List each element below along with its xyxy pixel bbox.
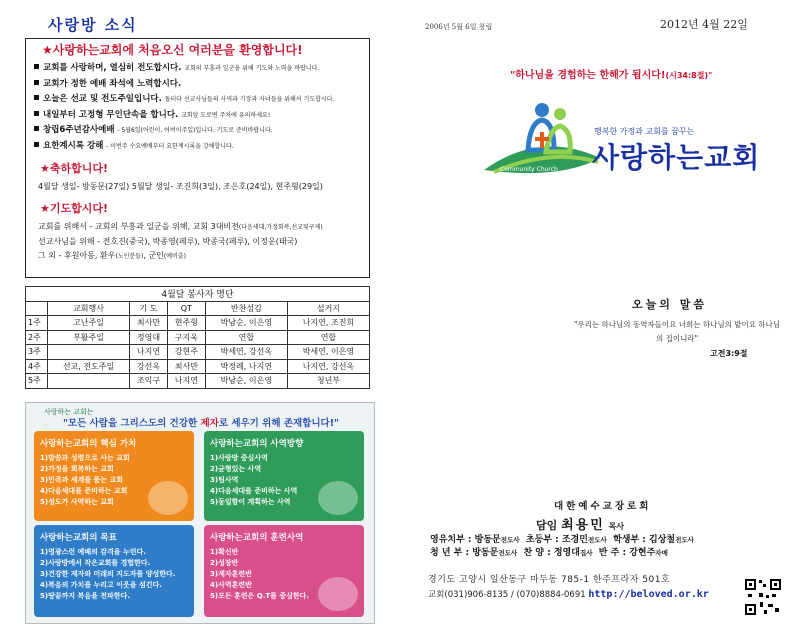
logo-community: Community Church <box>500 166 558 173</box>
training-panel: 사랑하는교회의 훈련사역 1)확신반 2)성장반 3)제자훈련반 4)사역훈련반 5)모든 훈련은 Q.T를 중심한다. <box>204 525 364 617</box>
news-item: 교회를 사랑하며, 열심히 전도합시다. 교회의 부흥과 일군을 위해 기도와 노력을 바랍니다. <box>32 61 363 77</box>
church-name: 사랑하는교회 <box>592 141 761 174</box>
star-icon: ★ <box>40 162 50 175</box>
prayer-heading: ★기도합시다! <box>40 202 109 215</box>
founded-date: 2006년 5월 6일 창립 <box>425 23 493 31</box>
scripture-reference: 고전3:9절 <box>710 349 748 358</box>
book-icon <box>318 577 358 611</box>
column-header: QT <box>167 301 205 316</box>
news-item: 오늘은 선교 및 전도주일입니다. 돌터다 선교사님들의 사역과 기장과 자녀들을 위해서 기도합시다. <box>32 92 363 108</box>
people-icon <box>318 481 358 515</box>
table-row: 1주 고난주일 최사만 현주형 박남순, 이은영 나지연, 조진희 <box>26 316 370 331</box>
table-caption: 4월달 봉사자 명단 <box>26 287 370 302</box>
birthday-line: 4월달 생일- 방동문(27일) 5월달 생일- 조진희(3일), 조은호(24일), 현주형(29일) <box>38 182 323 191</box>
bulletin-date: 2012년 4월 22일 <box>660 18 748 31</box>
table-header-row <box>26 301 370 316</box>
poster-logo: 사랑하는 교회는 <box>44 408 94 416</box>
congrats-heading: ★축하합니다! <box>40 162 109 175</box>
website-link[interactable]: http://beloved.or.kr <box>588 589 709 600</box>
poster-slogan: "모든 사람을 그리스도의 건강한 제자로 세우기 위해 존재합니다!" <box>63 418 339 429</box>
year-theme: "하나님을 경험하는 한해가 됩시다!(시34:8절)" <box>510 70 713 81</box>
news-item: 교회가 정한 예배 좌석에 노력합시다. <box>32 77 363 93</box>
bullet-icon <box>34 95 39 100</box>
bullet-icon <box>34 64 39 69</box>
goals-panel: 사랑하는교회의 목표 1)영광스런 예배의 감격을 누린다. 2)사랑방에서 작은교회를 경험한다. 3)건강한 제자와 미래의 지도자를 양성한다. 4)복음의 가치를 누리고 이웃을 섬긴다. 5)땅끝까지 복음을 전파한다. <box>34 525 194 617</box>
welcome-heading: ★사랑하는교회에 처음오신 여러분을 환영합니다! <box>42 43 303 57</box>
church-address: 경기도 고양시 일산동구 마두동 785-1 한주프라자 501호 <box>428 575 671 585</box>
staff-line: 청 년 부 : 방동문전도사 찬 양 : 정영대집사 반 주 : 강현주자매 <box>430 548 668 558</box>
column-header <box>26 301 48 316</box>
column-header: 교회행사 <box>48 301 130 316</box>
table-row: 2주 부활주일 정영대 구지욱 연합 연합 <box>26 330 370 345</box>
senior-pastor: 담임 최용민 목사 <box>536 518 625 533</box>
table-row: 3주 나지연 강현주 박세연, 강선옥 박세연, 이은영 <box>26 345 370 360</box>
bullet-icon <box>34 126 39 131</box>
table-row: 4주 선교, 전도주일 강선옥 최사만 박정례, 나지연 나지연, 강선옥 <box>26 359 370 374</box>
church-contact: 교회(031)906-8135 / (070)8884-0691 http://beloved.or.kr <box>428 589 709 600</box>
table-row: 5주 조익구 나지연 박남순, 이은영 청년부 <box>26 374 370 389</box>
news-item: 요한계시록 강해 - 이번주 수요예배부터 요한계시록을 강해합니다. <box>32 139 363 155</box>
bullet-icon <box>34 80 39 85</box>
denomination: 대한예수교장로회 <box>554 501 652 512</box>
news-item: 내일부터 고정형 무인단속을 합니다. 교회앞 도로변 주차에 유의하세요! <box>32 108 363 124</box>
vision-poster <box>25 402 375 624</box>
todays-word-title: 오늘의 말씀 <box>632 298 707 311</box>
qr-code-icon <box>744 578 782 616</box>
column-header: 기 도 <box>130 301 168 316</box>
bullet-icon <box>34 111 39 116</box>
news-title: 사랑방 소식 <box>48 16 138 34</box>
news-box <box>25 38 370 278</box>
star-icon: ★ <box>40 202 50 215</box>
star-icon: ★ <box>42 43 53 57</box>
globe-icon <box>148 481 188 515</box>
column-header: 반찬섬김 <box>205 301 287 316</box>
service-table <box>25 286 370 389</box>
core-values-panel: 사랑하는교회의 핵심 가치 1)말씀과 성령으로 사는 교회 2)가정을 회복하는 교회 3)민족과 세계를 품는 교회 4)다음세대를 준비하는 교회 5)성도가 사역하는 교회 <box>34 431 194 521</box>
news-item: 창립6주년감사예배 - 5월6일(어린이, 어버이주일)입니다. 기도로 준비바랍니다. <box>32 123 363 139</box>
prayer-line: 교회를 위해서 - 교회의 부흥과 일군을 위해, 교회 3대비전(다음세대,가정회복,선교및구제) <box>38 222 323 231</box>
bullet-icon <box>34 142 39 147</box>
staff-line: 영유치부 : 방동문전도사 초등부 : 조경민전도사 학생부 : 김상철전도사 <box>430 535 694 545</box>
column-header: 설거지 <box>287 301 369 316</box>
prayer-line: 그 외 - 후원아동, 환우(노인분들), 군인(예비출) <box>38 251 186 260</box>
prayer-line: 선교사님을 위해 - 전호진(중국), 박종영(페루), 박종국(페루), 이정운(태국) <box>38 237 298 246</box>
ministry-direction-panel: 사랑하는교회의 사역방향 1)사랑방 중심사역 2)균형있는 사역 3)팀사역 4)다음세대를 준비하는 사역 5)동일함이 계획하는 사역 <box>204 431 364 521</box>
logo-tagline: 행복한 가정과 교회를 꿈꾸는 <box>594 127 695 136</box>
scripture-text: "우리는 하나님의 동역자들이요 너희는 하나님의 밭이요 하나님의 집이니라" <box>573 320 781 343</box>
